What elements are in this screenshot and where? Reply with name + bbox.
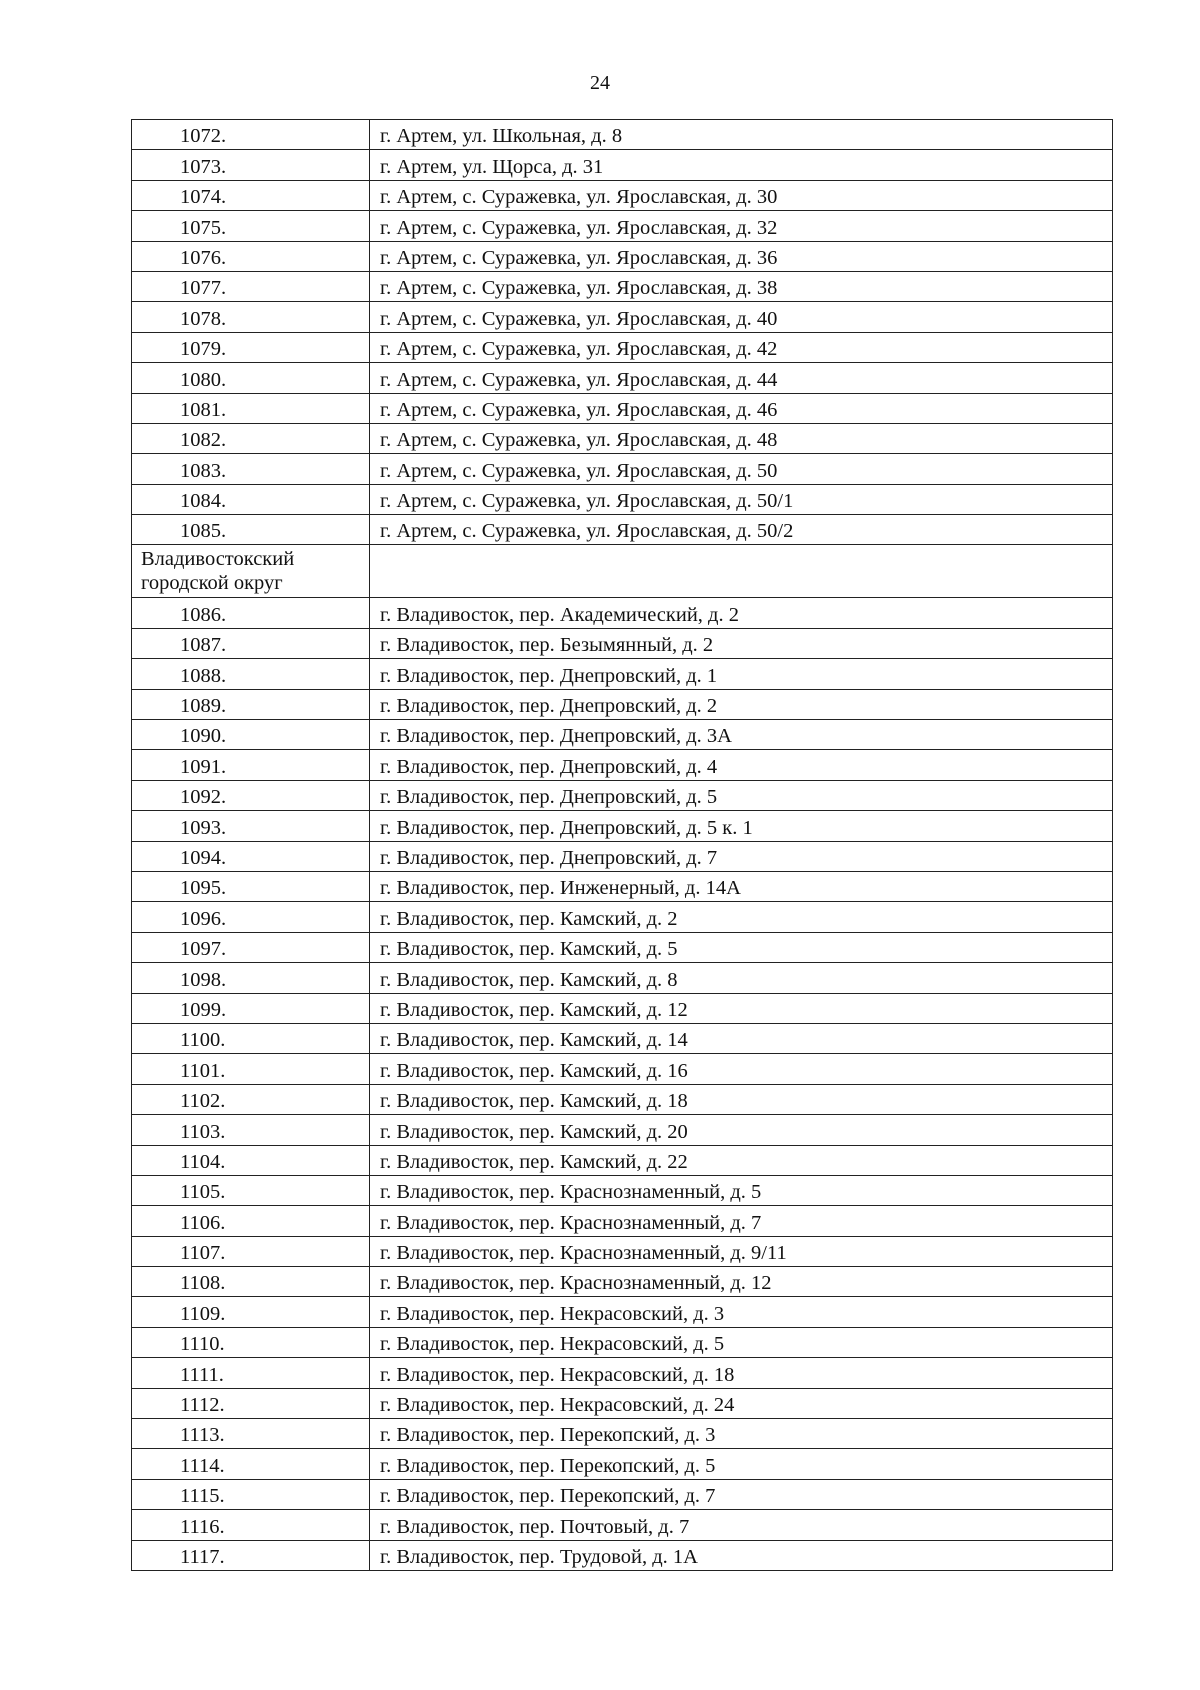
row-number-cell: 1107. [132, 1236, 370, 1266]
table-row [132, 659, 1113, 689]
row-number-cell: 1113. [132, 1419, 370, 1449]
table-row [132, 515, 1113, 545]
table-row [132, 1510, 1113, 1540]
row-number-cell: 1105. [132, 1175, 370, 1205]
address-cell: г. Владивосток, пер. Трудовой, д. 1А [370, 1540, 1113, 1570]
row-number-cell: 1093. [132, 811, 370, 841]
row-number-cell: 1095. [132, 871, 370, 901]
row-number-cell: 1083. [132, 454, 370, 484]
table-row [132, 780, 1113, 810]
row-number-cell: 1106. [132, 1206, 370, 1236]
address-table [131, 119, 1113, 1571]
row-number-cell: 1088. [132, 659, 370, 689]
address-cell: г. Владивосток, пер. Инженерный, д. 14А [370, 871, 1113, 901]
table-row [132, 1175, 1113, 1205]
row-number-cell: 1072. [132, 120, 370, 150]
table-row [132, 1449, 1113, 1479]
table-row [132, 120, 1113, 150]
address-cell: г. Владивосток, пер. Днепровский, д. 2 [370, 689, 1113, 719]
row-number-cell: 1098. [132, 963, 370, 993]
address-cell: г. Владивосток, пер. Некрасовский, д. 18 [370, 1358, 1113, 1388]
group-empty-cell [370, 545, 1113, 598]
address-cell: г. Владивосток, пер. Некрасовский, д. 5 [370, 1327, 1113, 1357]
row-number-cell: 1116. [132, 1510, 370, 1540]
address-cell: г. Владивосток, пер. Краснознаменный, д. 5 [370, 1175, 1113, 1205]
address-cell: г. Владивосток, пер. Безымянный, д. 2 [370, 628, 1113, 658]
address-cell: г. Владивосток, пер. Почтовый, д. 7 [370, 1510, 1113, 1540]
row-number-cell: 1080. [132, 363, 370, 393]
row-number-cell: 1079. [132, 332, 370, 362]
row-number-cell: 1094. [132, 841, 370, 871]
row-number-cell: 1077. [132, 271, 370, 301]
row-number-cell: 1092. [132, 780, 370, 810]
table-row [132, 628, 1113, 658]
table-row [132, 1054, 1113, 1084]
address-cell: г. Владивосток, пер. Днепровский, д. 1 [370, 659, 1113, 689]
table-row [132, 271, 1113, 301]
row-number-cell: 1081. [132, 393, 370, 423]
address-cell: г. Владивосток, пер. Днепровский, д. 7 [370, 841, 1113, 871]
address-cell: г. Владивосток, пер. Камский, д. 8 [370, 963, 1113, 993]
row-number-cell: 1111. [132, 1358, 370, 1388]
address-cell: г. Владивосток, пер. Краснознаменный, д. 7 [370, 1206, 1113, 1236]
row-number-cell: 1104. [132, 1145, 370, 1175]
address-cell: г. Владивосток, пер. Днепровский, д. 3А [370, 720, 1113, 750]
address-cell: г. Артем, с. Суражевка, ул. Ярославская, д. 38 [370, 271, 1113, 301]
table-row [132, 1540, 1113, 1570]
row-number-cell: 1085. [132, 515, 370, 545]
table-row [132, 841, 1113, 871]
row-number-cell: 1078. [132, 302, 370, 332]
address-cell: г. Артем, с. Суражевка, ул. Ярославская, д. 48 [370, 423, 1113, 453]
table-row [132, 454, 1113, 484]
address-cell: г. Владивосток, пер. Перекопский, д. 3 [370, 1419, 1113, 1449]
row-number-cell: 1114. [132, 1449, 370, 1479]
table-row [132, 1297, 1113, 1327]
table-row [132, 1388, 1113, 1418]
address-cell: г. Владивосток, пер. Камский, д. 16 [370, 1054, 1113, 1084]
row-number-cell: 1082. [132, 423, 370, 453]
group-name-cell: Владивостокский городской округ [132, 545, 370, 598]
row-number-cell: 1076. [132, 241, 370, 271]
address-cell: г. Владивосток, пер. Камский, д. 5 [370, 932, 1113, 962]
table-row [132, 993, 1113, 1023]
address-cell: г. Владивосток, пер. Днепровский, д. 4 [370, 750, 1113, 780]
address-cell: г. Владивосток, пер. Камский, д. 20 [370, 1115, 1113, 1145]
table-row [132, 1115, 1113, 1145]
table-row [132, 1479, 1113, 1509]
row-number-cell: 1073. [132, 150, 370, 180]
table-row [132, 363, 1113, 393]
row-number-cell: 1099. [132, 993, 370, 1023]
address-cell: г. Артем, с. Суражевка, ул. Ярославская, д. 44 [370, 363, 1113, 393]
row-number-cell: 1115. [132, 1479, 370, 1509]
address-cell: г. Артем, с. Суражевка, ул. Ярославская, д. 30 [370, 180, 1113, 210]
table-row [132, 393, 1113, 423]
table-row [132, 1236, 1113, 1266]
table-row [132, 150, 1113, 180]
row-number-cell: 1112. [132, 1388, 370, 1418]
table-row [132, 1023, 1113, 1053]
address-cell: г. Артем, с. Суражевка, ул. Ярославская, д. 50/1 [370, 484, 1113, 514]
address-cell: г. Владивосток, пер. Камский, д. 14 [370, 1023, 1113, 1053]
table-row [132, 1084, 1113, 1114]
row-number-cell: 1084. [132, 484, 370, 514]
address-cell: г. Владивосток, пер. Камский, д. 22 [370, 1145, 1113, 1175]
table-row [132, 1358, 1113, 1388]
row-number-cell: 1087. [132, 628, 370, 658]
table-row [132, 902, 1113, 932]
address-cell: г. Владивосток, пер. Камский, д. 18 [370, 1084, 1113, 1114]
address-table-body [132, 120, 1113, 1571]
table-row [132, 963, 1113, 993]
row-number-cell: 1100. [132, 1023, 370, 1053]
table-row [132, 180, 1113, 210]
address-cell: г. Владивосток, пер. Камский, д. 2 [370, 902, 1113, 932]
address-cell: г. Артем, с. Суражевка, ул. Ярославская, д. 40 [370, 302, 1113, 332]
row-number-cell: 1096. [132, 902, 370, 932]
table-row [132, 598, 1113, 628]
address-cell: г. Владивосток, пер. Краснознаменный, д. 9/11 [370, 1236, 1113, 1266]
row-number-cell: 1091. [132, 750, 370, 780]
row-number-cell: 1090. [132, 720, 370, 750]
table-row [132, 1327, 1113, 1357]
table-row [132, 484, 1113, 514]
table-row [132, 211, 1113, 241]
row-number-cell: 1097. [132, 932, 370, 962]
table-row [132, 241, 1113, 271]
table-row [132, 811, 1113, 841]
row-number-cell: 1103. [132, 1115, 370, 1145]
address-cell: г. Артем, ул. Школьная, д. 8 [370, 120, 1113, 150]
table-row [132, 1419, 1113, 1449]
table-row [132, 423, 1113, 453]
address-cell: г. Владивосток, пер. Некрасовский, д. 24 [370, 1388, 1113, 1418]
address-cell: г. Владивосток, пер. Академический, д. 2 [370, 598, 1113, 628]
row-number-cell: 1109. [132, 1297, 370, 1327]
address-cell: г. Артем, с. Суражевка, ул. Ярославская, д. 50/2 [370, 515, 1113, 545]
row-number-cell: 1108. [132, 1267, 370, 1297]
address-cell: г. Владивосток, пер. Некрасовский, д. 3 [370, 1297, 1113, 1327]
address-cell: г. Владивосток, пер. Камский, д. 12 [370, 993, 1113, 1023]
table-row [132, 750, 1113, 780]
table-row [132, 1206, 1113, 1236]
row-number-cell: 1075. [132, 211, 370, 241]
address-cell: г. Владивосток, пер. Днепровский, д. 5 к. 1 [370, 811, 1113, 841]
table-row [132, 332, 1113, 362]
row-number-cell: 1117. [132, 1540, 370, 1570]
address-cell: г. Владивосток, пер. Днепровский, д. 5 [370, 780, 1113, 810]
address-cell: г. Владивосток, пер. Краснознаменный, д. 12 [370, 1267, 1113, 1297]
address-cell: г. Артем, с. Суражевка, ул. Ярославская, д. 36 [370, 241, 1113, 271]
table-row [132, 689, 1113, 719]
address-cell: г. Артем, с. Суражевка, ул. Ярославская, д. 50 [370, 454, 1113, 484]
row-number-cell: 1074. [132, 180, 370, 210]
row-number-cell: 1110. [132, 1327, 370, 1357]
address-cell: г. Артем, с. Суражевка, ул. Ярославская, д. 42 [370, 332, 1113, 362]
address-cell: г. Владивосток, пер. Перекопский, д. 5 [370, 1449, 1113, 1479]
row-number-cell: 1089. [132, 689, 370, 719]
address-cell: г. Владивосток, пер. Перекопский, д. 7 [370, 1479, 1113, 1509]
address-cell: г. Артем, с. Суражевка, ул. Ярославская, д. 32 [370, 211, 1113, 241]
table-row [132, 302, 1113, 332]
address-cell: г. Артем, ул. Щорса, д. 31 [370, 150, 1113, 180]
row-number-cell: 1086. [132, 598, 370, 628]
address-cell: г. Артем, с. Суражевка, ул. Ярославская, д. 46 [370, 393, 1113, 423]
table-row [132, 1145, 1113, 1175]
page-number: 24 [590, 72, 610, 94]
group-header-row [132, 545, 1113, 598]
row-number-cell: 1102. [132, 1084, 370, 1114]
row-number-cell: 1101. [132, 1054, 370, 1084]
table-row [132, 720, 1113, 750]
table-row [132, 932, 1113, 962]
table-row [132, 871, 1113, 901]
table-row [132, 1267, 1113, 1297]
